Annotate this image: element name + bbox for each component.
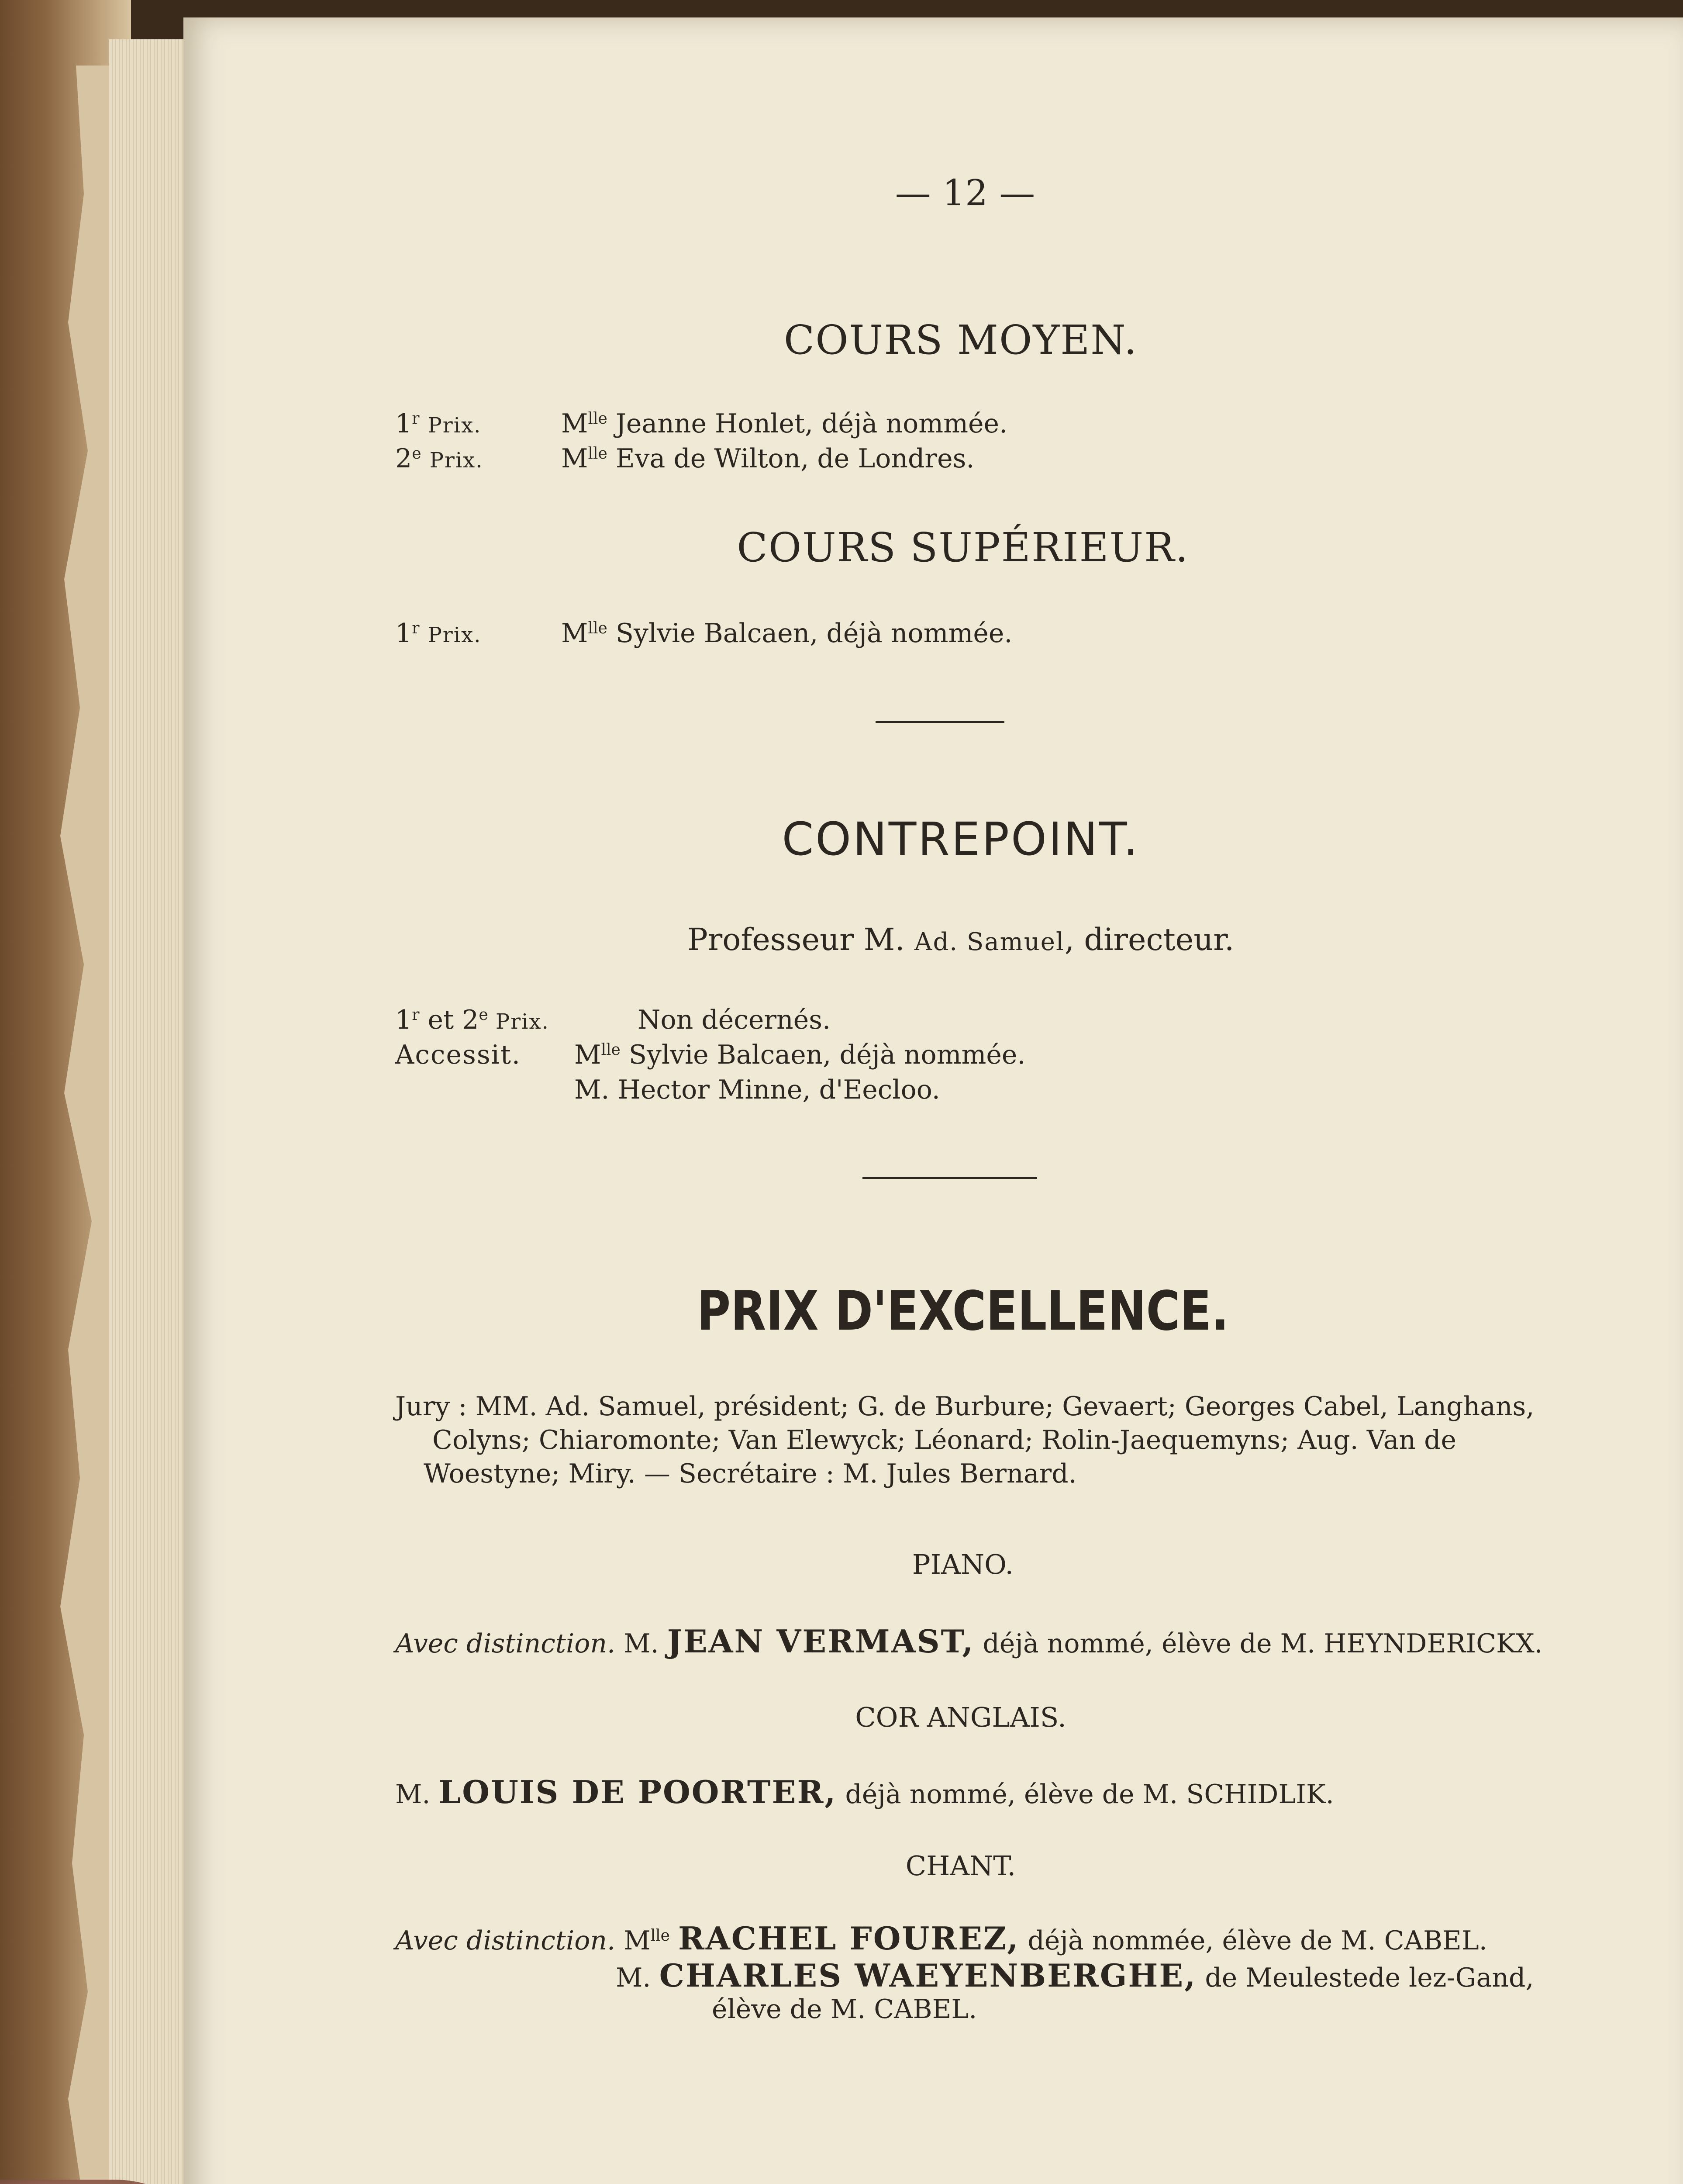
cor-anglais-heading: COR ANGLAIS.: [855, 1701, 1066, 1733]
section-divider-2: [862, 1177, 1037, 1179]
jury-line-3: Woestyne; Miry. — Secrétaire : M. Jules Bernard.: [424, 1458, 1077, 1489]
chant-entry-2: M. CHARLES WAEYENBERGHE, de Meulestede lez-Gand,: [616, 1957, 1534, 1994]
contrepoint-row1-label: 1$^r$ et 2e Prix.: [395, 1005, 549, 1035]
cours-moyen-rank-2: 2e Prix.: [395, 443, 483, 474]
contrepoint-heading: CONTREPOINT.: [782, 812, 1140, 866]
contrepoint-accessit-line2: M. Hector Minne, d'Eecloo.: [574, 1075, 940, 1105]
cours-moyen-rank-1: 1$^r$ Prix.: [395, 408, 482, 439]
piano-heading: PIANO.: [912, 1548, 1014, 1580]
chant-entry-1: Avec distinction. $M^{lle}$ RACHEL FOUREZ, déjà nommée, élève de M. CABEL.: [395, 1920, 1487, 1957]
cours-superieur-heading: COURS SUPÉRIEUR.: [737, 524, 1189, 571]
cours-superieur-entry-1: $M^{lle}$ Sylvie Balcaen, déjà nommée.: [561, 618, 1013, 649]
piano-entry: Avec distinction. M. JEAN VERMAST, déjà nommé, élève de M. HEYNDERICKX.: [395, 1623, 1543, 1660]
cours-superieur-rank-1: 1$^r$ Prix.: [395, 618, 482, 649]
chant-entry-2-line2: élève de M. CABEL.: [712, 1994, 977, 2025]
jury-line-2: Colyns; Chiaromonte; Van Elewyck; Léonard; Rolin-Jaequemyns; Aug. Van de: [432, 1425, 1457, 1455]
page-number: — 12 —: [895, 173, 1035, 214]
contrepoint-row1-text: Non décernés.: [638, 1005, 831, 1035]
section-divider-1: [876, 721, 1004, 723]
cor-anglais-entry: M. LOUIS DE POORTER, déjà nommé, élève de M. SCHIDLIK.: [395, 1773, 1334, 1811]
contrepoint-professor: Professeur M. Ad. Samuel, directeur.: [687, 922, 1235, 957]
jury-line-1: Jury : MM. Ad. Samuel, président; G. de Burbure; Gevaert; Georges Cabel, Langhans,: [395, 1391, 1535, 1422]
contrepoint-accessit-entry: $M^{lle}$ Sylvie Balcaen, déjà nommée.: [574, 1040, 1026, 1070]
cours-moyen-entry-1: $M^{lle}$ Jeanne Honlet, déjà nommée.: [561, 408, 1008, 439]
page-stack-edges: [109, 39, 188, 2184]
contrepoint-accessit-label: Accessit.: [395, 1040, 521, 1070]
cours-moyen-entry-2: $M^{lle}$ Eva de Wilton, de Londres.: [561, 443, 975, 474]
prix-excellence-heading: PRIX D'EXCELLENCE.: [697, 1280, 1229, 1343]
cours-moyen-heading: COURS MOYEN.: [783, 317, 1138, 363]
chant-heading: CHANT.: [905, 1850, 1016, 1882]
